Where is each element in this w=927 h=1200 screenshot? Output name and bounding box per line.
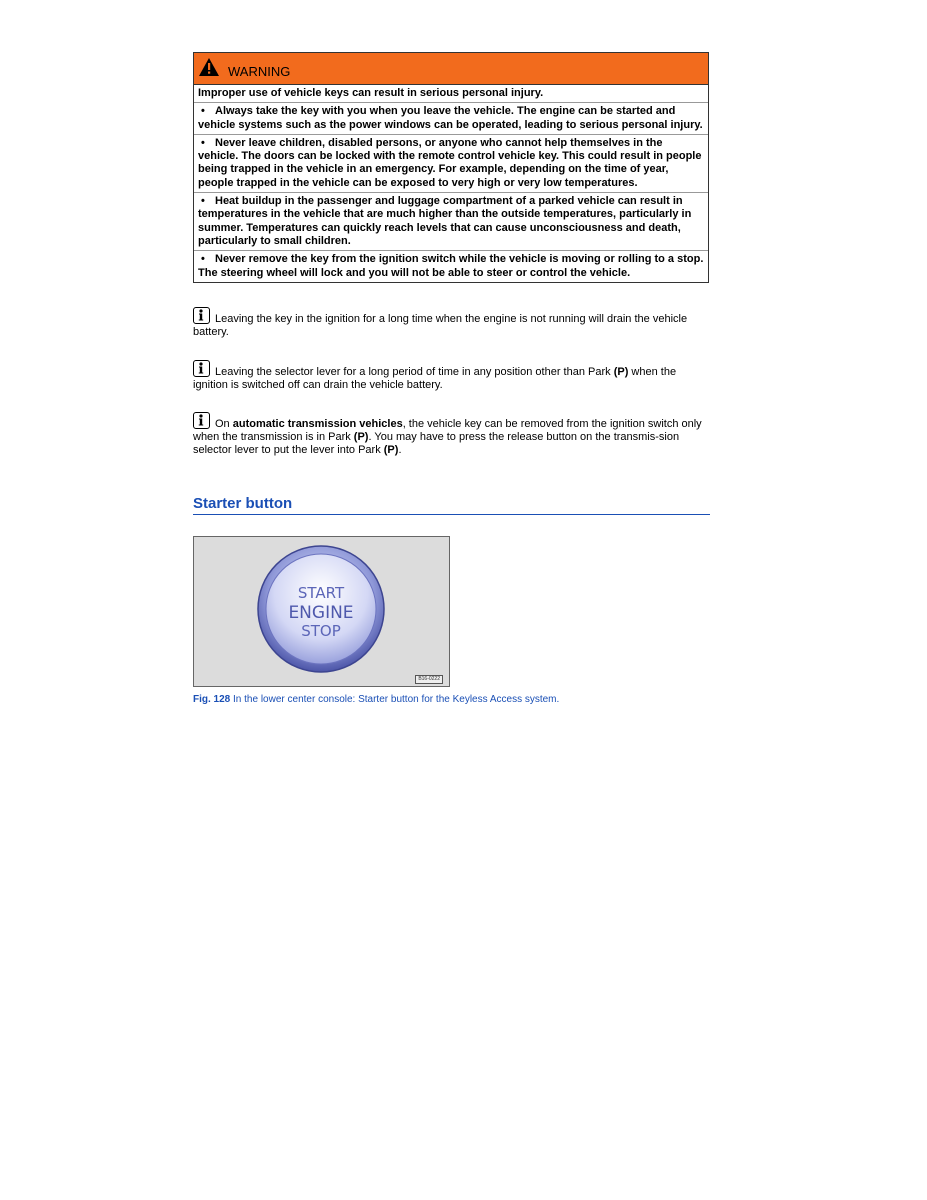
start-label: START (297, 584, 345, 602)
figure-caption: Fig. 128 In the lower center console: Starter button for the Keyless Access system. (193, 694, 560, 705)
engine-label: ENGINE (288, 603, 354, 623)
section-title: Starter button (193, 495, 710, 515)
figure-code: B16-0222 (415, 675, 443, 684)
info-icon (193, 307, 210, 324)
info-icon (193, 412, 210, 429)
warning-box (193, 52, 709, 283)
warning-bullet-1: • Always take the key with you when you leave the vehicle. The engine can be started and vehicle systems such as the power windows can be operated, leading to serious personal injury. (194, 103, 708, 135)
stop-label: STOP (301, 622, 341, 640)
note-automatic-transmission: On automatic transmission vehicles, the vehicle key can be removed from the ignition switch only when the transmission is in Park (P). You may have to press the release button on the transmis-sion selector lever to put the lever into Park (P). (193, 412, 713, 457)
info-icon (193, 360, 210, 377)
starter-button-figure (193, 536, 450, 687)
warning-triangle-icon (198, 57, 220, 77)
note-selector-lever: Leaving the selector lever for a long period of time in any position other than Park (P) when the ignition is switched off can drain the vehicle battery. (193, 360, 713, 392)
warning-header (194, 53, 708, 85)
warning-intro: Improper use of vehicle keys can result in serious personal injury. (194, 85, 708, 103)
warning-bullet-2: • Never leave children, disabled persons, or anyone who cannot help themselves in the vehicle. The doors can be locked with the remote control vehicle key. This could result in people being trapped in the vehicle in an emergency. For example, depending on the time of year, people trapped in the vehicle can be exposed to very high or very low temperatures. (194, 135, 708, 193)
warning-bullet-3: • Heat buildup in the passenger and luggage compartment of a parked vehicle can result in temperatures in the vehicle that are much higher than the outside temperatures, particularly in summer. Temperatures can quickly reach levels that can cause unconsciousness and death, particularly to small children. (194, 193, 708, 251)
warning-title: WARNING (228, 64, 291, 79)
warning-bullet-4: • Never remove the key from the ignition switch while the vehicle is moving or rolling to a stop. The steering wheel will lock and you will not be able to steer or control the vehicle. (198, 253, 704, 279)
note-battery-drain: Leaving the key in the ignition for a long time when the engine is not running will drain the vehicle battery. (193, 307, 713, 339)
start-stop-button-illustration (194, 537, 449, 686)
